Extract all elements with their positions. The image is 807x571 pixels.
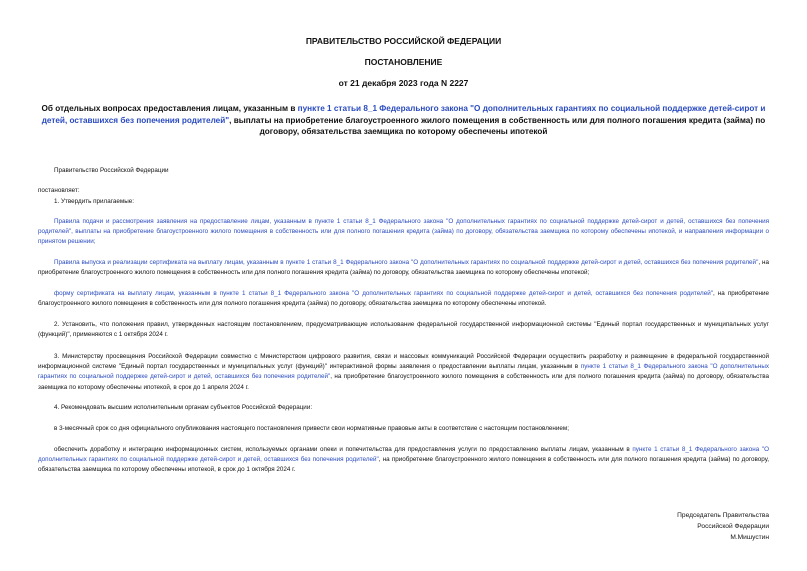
title-post: , выплаты на приобретение благоустроенного жилого помещения в собственность или для полного погашения кредита (займа) по договору, обязательства заемщика по которому обеспечены ипотекой — [229, 115, 766, 136]
form-post: , на приобретение благоустроенного жилого помещения в собственность или для полного погашения кредита (займа) по договору, обязательства заемщика по которому обеспечены ипотекой. — [38, 290, 769, 308]
item-4a: в 3-месячный срок со дня официального опубликования настоящего постановления привести свои нормативные правовые акты в соответствие с настоящим постановлением; — [54, 425, 570, 432]
item-4b-link[interactable]: пункте 1 статьи 8_1 Федерального закона "О дополнительных гарантиях по социальной поддержке детей-сирот и детей, оставшихся без попечения родителей" — [38, 446, 769, 464]
document-title — [40, 103, 767, 138]
item-3-post: , на приобретение благоустроенного жилого помещения в собственность или для полного погашения кредита (займа) по договору, обязательства заемщика по которому обеспечены ипотекой, в срок до 1 апреля 2024 г. — [38, 373, 769, 391]
org-heading: ПРАВИТЕЛЬСТВО РОССИЙСКОЙ ФЕДЕРАЦИИ — [305, 36, 502, 46]
signature-org: Российской Федерации — [697, 523, 769, 530]
title-pre: Об отдельных вопросах предоставления лицам, указанным в — [41, 104, 298, 113]
gov-line: Правительство Российской Федерации — [54, 167, 169, 174]
item-3 — [38, 352, 769, 393]
decree-line: постановляет: — [38, 187, 80, 194]
signature-block — [677, 510, 769, 543]
title-law-link[interactable]: пункте 1 статьи 8_1 Федерального закона "О дополнительных гарантиях по социальной поддержке детей-сирот и детей, оставшихся без попечения родителей" — [41, 104, 766, 125]
item-4b-post: , на приобретение благоустроенного жилого помещения в собственность или для полного погашения кредита (займа) по договору, обязательства заемщика по которому обеспечены ипотекой, в срок до 1 октября 2024 г. — [38, 456, 769, 474]
item-4b-pre: обеспечить доработку и интеграцию информационных систем, используемых органами опеки и попечительства для предоставления услуги по предоставлению выплаты лицам, указанным в — [54, 446, 633, 453]
signature-name: М.Мишустин — [730, 534, 769, 541]
doc-type-heading: ПОСТАНОВЛЕНИЕ — [364, 57, 443, 67]
rules-2-paragraph — [38, 258, 769, 278]
rules-1-paragraph — [38, 217, 769, 248]
item-4b — [38, 445, 769, 476]
signature-title: Председатель Правительства — [677, 512, 769, 519]
item-3-pre: 3. Министерству просвещения Российской Федерации совместно с Министерством цифрового развития, связи и массовых коммуникаций Российской Федерации осуществить разработку и размещение в федеральной государственной информационной системе "Единый портал государственных и муниципальных услуг (функций)" интерактивной формы заявления о предоставлении выплаты лицам, указанным в — [38, 353, 769, 371]
form-paragraph — [38, 289, 769, 309]
rules-1-link[interactable]: Правила подачи и рассмотрения заявления на предоставление лицам, указанным в пункте 1 статьи 8_1 Федерального закона "О дополнительных гарантиях по социальной поддержке детей-сирот и детей, оставшихся без попечения родителей", выплаты на приобретение благоустроенного жилого помещения в собственность или для полного погашения кредита (займа) по договору, обязательства заемщика по которому обеспечены ипотекой, и направления информации о принятом решении; — [38, 218, 769, 246]
rules-2-post: , на приобретение благоустроенного жилого помещения в собственность или для полного погашения кредита (займа) по договору, обязательства заемщика по которому обеспечены ипотекой; — [38, 259, 769, 277]
item-1: 1. Утвердить прилагаемые: — [54, 198, 134, 205]
item-2: 2. Установить, что положения правил, утвержденных настоящим постановлением, предусматривающие использование федеральной государственной информационной системы "Единый портал государственных и муниципальных услуг (функций)", применяются с 1 октября 2024 г. — [38, 321, 769, 339]
date-number-heading: от 21 декабря 2023 года N 2227 — [338, 78, 469, 88]
form-link[interactable]: форму сертификата на выплату лицам, указанным в пункте 1 статьи 8_1 Федерального закона "О дополнительных гарантиях по социальной поддержке детей-сирот и детей, оставшихся без попечения родителей" — [54, 290, 713, 297]
item-4: 4. Рекомендовать высшим исполнительным органам субъектов Российской Федерации: — [54, 404, 313, 411]
item-3-link[interactable]: пункте 1 статьи 8_1 Федерального закона "О дополнительных гарантиях по социальной поддержке детей-сирот и детей, оставшихся без попечения родителей" — [38, 363, 769, 381]
rules-2-link[interactable]: Правила выпуска и реализации сертификата на выплату лицам, указанным в пункте 1 статьи 8_1 Федерального закона "О дополнительных гарантиях по социальной поддержке детей-сирот и детей, оставшихся без попечения родителей" — [54, 259, 759, 266]
